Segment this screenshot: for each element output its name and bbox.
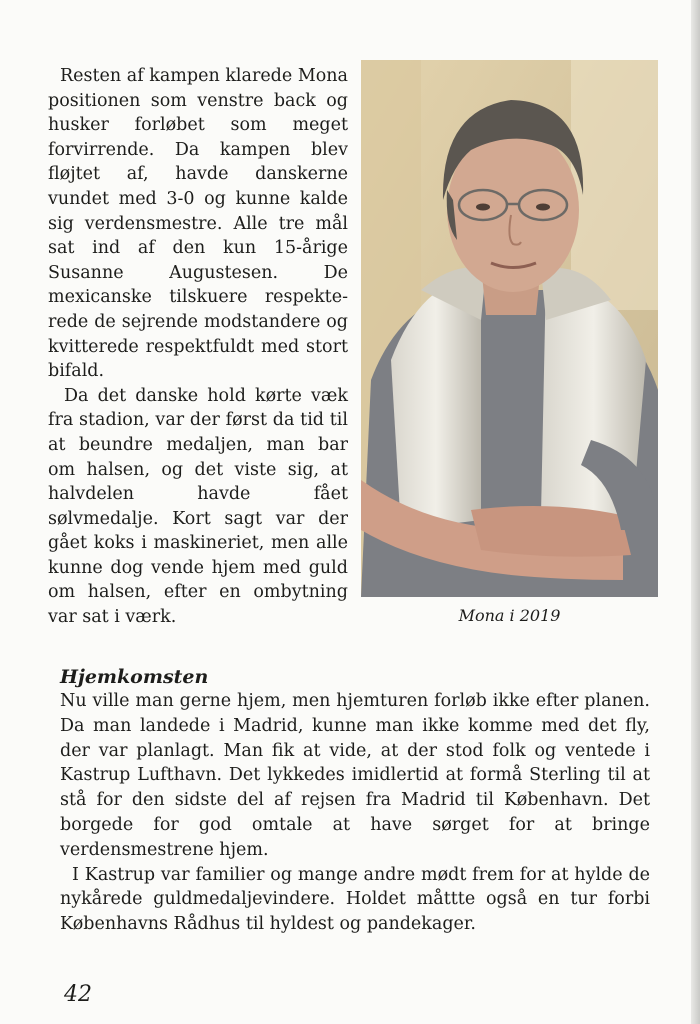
- portrait-photo: [361, 60, 658, 597]
- page-edge: [691, 0, 700, 1024]
- section-heading: Hjemkomsten: [60, 666, 209, 688]
- photo-caption: Mona i 2019: [458, 606, 561, 625]
- section-hjemkomsten: [60, 665, 650, 937]
- portrait-illustration: [361, 60, 658, 597]
- paragraph: Nu ville man gerne hjem, men hjemturen forløb ikke efter planen. Da man landede i Madrid, kunne man ikke komme med det fly, der var planlagt. Man fik at vide, at der stod folk og ventede i Kastrup Lufthavn. Det lykkedes imidlertid at formå Sterling til at stå for den sidste del af rejsen fra Madrid til København. Det borgede for god omtale at have sørget for at bringe verdensmestrene hjem.: [60, 691, 650, 860]
- page-number: 42: [64, 982, 92, 1007]
- left-text-column: [48, 64, 348, 630]
- paragraph: Resten af kampen klarede Mona positionen som venstre back og husker forløbet som meget forvirrende. Da kampen blev fløjtet af, havde danskerne vundet med 3-0 og kunne kalde sig verdensmestre. Alle tre mål sat ind af den kun 15-årige Susanne Augustesen. De mexicanske tilskuere respekterede de sejrende modstandere og kvitterede respektfuldt med stort bifald.: [48, 66, 348, 382]
- paragraph: Da det danske hold kørte væk fra stadion, var der først da tid til at beundre medaljen, man bar om halsen, og det viste sig, at halvdelen havde fået sølvmedalje. Kort sagt var der gået koks i maskineriet, men alle kunne dog vende hjem med guld om halsen, efter en ombytning var sat i værk.: [48, 385, 348, 628]
- paragraph: I Kastrup var familier og mange andre mødt frem for at hylde de nykårede guldmedaljevindere. Holdet måttte også en tur forbi Københavns Rådhus til hyldest og pandekager.: [60, 864, 650, 935]
